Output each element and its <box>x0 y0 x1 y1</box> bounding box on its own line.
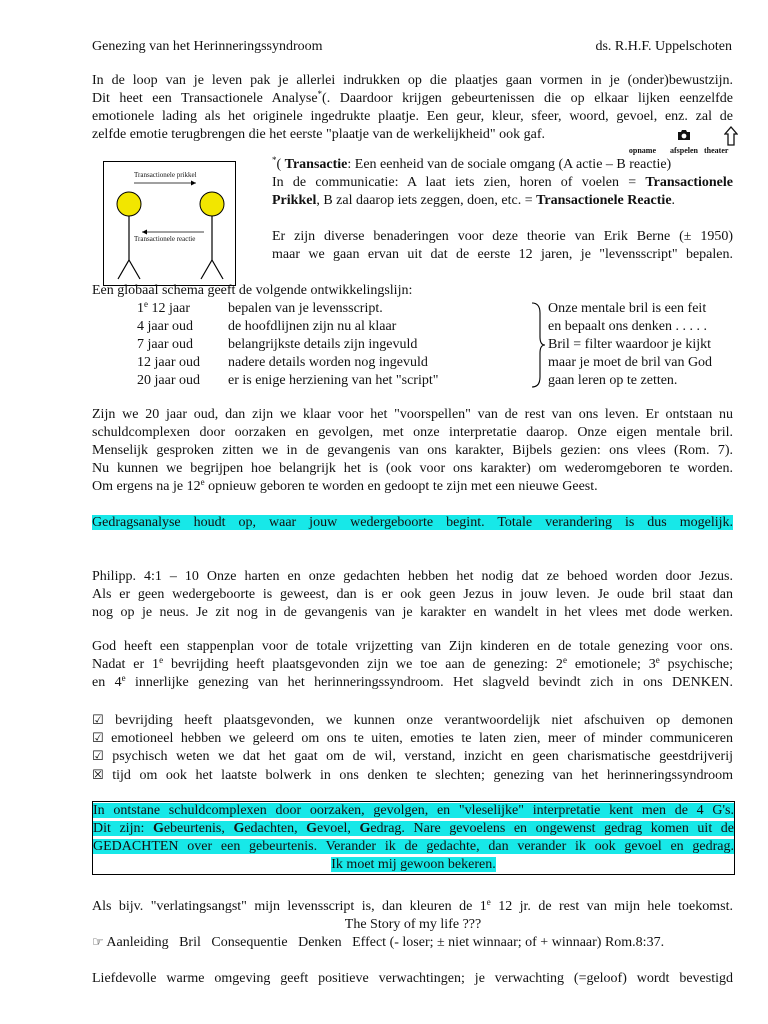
schema-age-3: 12 jaar oud <box>137 355 200 370</box>
checked-box-icon: ☑ <box>92 713 104 728</box>
intro-line-4: zelfde emotie terugbrengen die het eerste "plaatje van de werkelijkheid" ook gaf. <box>92 127 546 142</box>
para3-l2-d: psychische; <box>659 657 733 672</box>
para3-l2-b: bevrijding heeft plaatsgevonden zijn we toe aan de genezing: 2 <box>163 657 563 672</box>
para3-line-1: God heeft een stappenplan voor de totale vrijzetting van Zijn kinderen en de totale genezing voor ons. <box>92 639 733 654</box>
schema-side-3: maar je moet de bril van God <box>548 355 713 370</box>
four-g-g3: G <box>306 821 318 836</box>
para3-l3-b: innerlijke genezing van het herinneringssyndroom. Het slagveld bevindt zich in ons DENKEN. <box>125 675 733 690</box>
four-g-box <box>92 801 735 875</box>
checklist-text-2: emotioneel hebben we geleerd om ons te uiten, emoties te laten zien, meer of minder communiceren <box>111 731 733 746</box>
checklist-item-2 <box>92 730 733 748</box>
schema-intro: Een globaal schema geeft de volgende ontwikkelingslijn: <box>92 283 413 298</box>
stick-figures <box>104 162 237 287</box>
schema-side-1: en bepaalt ons denken . . . . . <box>548 319 708 334</box>
four-g-line-2 <box>93 820 734 838</box>
definition-line-1 <box>272 156 733 174</box>
icon-label-afspelen: afspelen <box>670 146 698 155</box>
definition-l3-text: , B zal daarop iets zeggen, doen, etc. = <box>316 193 537 208</box>
highlight-sentence-text: Gedragsanalyse houdt op, waar jouw wedergeboorte begint. Totale verandering is dus mogelijk. <box>92 515 733 530</box>
four-g-g1: G <box>152 821 164 836</box>
para1-line-4: Nu kunnen we begrijpen hoe belangrijk het is (ook voor ons karakter) om wederomgeboren te worden. <box>92 461 733 476</box>
checked-box-icon: ☑ <box>92 731 104 746</box>
schema-age-4: 20 jaar oud <box>137 373 200 388</box>
para2-line-3: nog op je neus. Je zit nog in de gevangenis van je karakter en wandelt in het vlees met dode werken. <box>92 605 733 620</box>
four-g-l2-i: edrag. Nare gevoelens en ongewenst gedrag komen uit de <box>370 821 734 836</box>
closing-line-1 <box>92 898 733 916</box>
icon-label-opname: opname <box>628 146 656 155</box>
para3-l2-sup2: e <box>562 656 567 665</box>
four-g-g4: G <box>359 821 371 836</box>
highlight-sentence <box>92 514 733 532</box>
schema-age-0-sup: e <box>144 299 148 309</box>
schema-text-4: er is enige herziening van het "script" <box>228 373 439 388</box>
checklist-text-4: tijd om ook het laatste bolwerk in ons denken te slechten; genezing van het herinneringssyndroom <box>112 768 733 783</box>
header-right: ds. R.H.F. Uppelschoten <box>595 39 732 54</box>
four-g-line-3 <box>93 838 734 856</box>
para1-l5-a: Om ergens na je 12 <box>92 479 201 494</box>
para1-line-2: schuldcomplexen door oorzaken en gevolgen, met onze interpretatie daarop. Onze eigen mentale bril. <box>92 425 733 440</box>
closing-line-2: The Story of my life ??? <box>344 917 482 932</box>
four-g-line-4 <box>93 856 734 874</box>
transaction-diagram <box>103 161 236 286</box>
schema-age-0-num: 1 <box>137 301 144 316</box>
para3-l2-c: emotionele; 3 <box>566 657 656 672</box>
checklist-item-3 <box>92 748 733 766</box>
para1-line-1: Zijn we 20 jaar oud, dan zijn we klaar voor het "voorspellen" van de rest van ons leven. Er ontstaan nu <box>92 407 733 422</box>
closing-l1-sup: e <box>486 898 491 907</box>
four-g-l4-text: Ik moet mij gewoon bekeren. <box>331 857 496 872</box>
definition-l2-text: In de communicatie: A laat iets zien, horen of voelen = <box>272 175 646 190</box>
crossed-box-icon: ☒ <box>92 768 104 783</box>
definition-l2-bold: Transactionele <box>645 175 733 190</box>
schema-age-2: 7 jaar oud <box>137 337 193 352</box>
schema-side-4: gaan leren op te zetten. <box>548 373 678 388</box>
closing-l3-text: Aanleiding Bril Consequentie Denken Effect (- loser; ± niet winnaar; of + winnaar) Rom.8:37. <box>106 935 665 950</box>
definition-line-2 <box>272 174 733 192</box>
schema-side-0: Onze mentale bril is een feit <box>548 301 707 316</box>
intro-line-1: In de loop van je leven pak je allerlei indrukken op die plaatjes gaan vormen in je (onder)bewustzijn. <box>92 73 733 88</box>
closing-line-4: Liefdevolle warme omgeving geeft positieve verwachtingen; je verwachting (=geloof) wordt bevestigd <box>92 971 733 986</box>
definition-l3-bold2: Transactionele Reactie <box>536 193 672 208</box>
schema-text-0: bepalen van je levensscript. <box>228 301 383 316</box>
four-g-line-1 <box>93 802 734 820</box>
checklist-item-1 <box>92 712 733 730</box>
four-g-l3-text: GEDACHTEN over een gebeurtenis. Verander ik de gedachte, dan verander ik ook gevoel en gedrag. <box>93 839 734 854</box>
checklist-text-1: bevrijding heeft plaatsgevonden, we kunnen onze verantwoordelijk niet afschuiven op demonen <box>115 713 733 728</box>
checklist-item-4 <box>92 767 733 785</box>
schema-text-1: de hoofdlijnen zijn nu al klaar <box>228 319 397 334</box>
para2-line-2: Als er geen wedergeboorte is geweest, dan is er ook geen Jezus in jouw leven. Je oude bril staat dan <box>92 587 733 602</box>
para1-line-3: Menselijk gesproken zitten we in de gevangenis van ons karakter, Bijbels gezien: ons vlees (Rom. 7). <box>92 443 733 458</box>
definition-term: Transactie <box>284 157 348 172</box>
footnote-star: * <box>317 90 323 99</box>
intro-l2-part-a: Dit heet een Transactionele Analyse <box>92 91 318 106</box>
para3-line-3 <box>92 674 733 692</box>
definition-l1-paren: ( <box>276 157 285 172</box>
schema-age-0 <box>137 300 190 318</box>
closing-l1-a: Als bijv. "verlatingsangst" mijn levensscript is, dan kleuren de 1 <box>92 899 487 914</box>
definition-l1-rest: : Een eenheid van de sociale omgang (A actie – B reactie) <box>347 157 672 172</box>
media-icons <box>612 126 738 158</box>
definition-block <box>272 156 733 264</box>
definition-l3-bold1: Prikkel <box>272 193 317 208</box>
theater-arrow-icon <box>724 126 738 146</box>
four-g-l2-c: ebeurtenis, <box>163 821 234 836</box>
checked-box-icon: ☑ <box>92 749 104 764</box>
definition-star: * <box>272 155 277 165</box>
schema-table <box>0 300 768 392</box>
closing-line-3 <box>92 934 733 952</box>
camera-icon <box>676 128 692 142</box>
intro-line-3: emotionele lading als het originele ingedrukte plaatje. Een geur, kleur, sfeer, woord, gevoel, enz. zal de <box>92 109 733 124</box>
four-g-l2-text <box>93 821 734 836</box>
diagram-label-prikkel: Transactionele prikkel <box>134 171 197 179</box>
four-g-l1-text: In ontstane schuldcomplexen door oorzaken, gevolgen, en "vleselijke" interpretatie kent men de 4 G's. <box>93 803 734 818</box>
para3-l2-sup3: e <box>655 656 660 665</box>
schema-age-0-rest: 12 jaar <box>148 301 190 316</box>
closing-l1-b: 12 jr. de rest van mijn hele toekomst. <box>490 899 733 914</box>
intro-l2-part-b: (. Daardoor krijgen gebeurtenissen die op elkaar lijken eenzelfde <box>322 91 733 106</box>
curly-brace-icon <box>530 301 546 389</box>
four-g-g2: G <box>233 821 245 836</box>
para2-line-1: Philipp. 4:1 – 10 Onze harten en onze gedachten hebben het nodig dat ze behoed worden door Jezus. <box>92 569 733 584</box>
para1-line-5 <box>92 478 733 496</box>
header-left: Genezing van het Herinneringssyndroom <box>92 39 323 54</box>
definition-line-5: maar we gaan ervan uit dat de eerste 12 jaren, je "levensscript" bepalen. <box>272 247 733 262</box>
schema-age-1: 4 jaar oud <box>137 319 193 334</box>
schema-side-2: Bril = filter waardoor je kijkt <box>548 337 712 352</box>
intro-line-2 <box>92 90 733 108</box>
para1-l5-sup: e <box>200 477 205 487</box>
para3-l2-a: Nadat er 1 <box>92 657 160 672</box>
schema-text-3: nadere details worden nog ingevuld <box>228 355 428 370</box>
definition-l3-dot: . <box>671 193 676 208</box>
para3-line-2 <box>92 656 733 674</box>
pointing-hand-icon: ☞ <box>92 935 104 950</box>
four-g-l2-a: Dit zijn: <box>93 821 153 836</box>
definition-line-3 <box>272 192 733 210</box>
para3-l3-a: en 4 <box>92 675 122 690</box>
para3-l2-sup1: e <box>159 656 164 665</box>
four-g-l2-g: evoel, <box>317 821 360 836</box>
icon-label-theater: theater <box>704 146 729 155</box>
definition-line-4: Er zijn diverse benaderingen voor deze theorie van Erik Berne (± 1950) <box>272 229 733 244</box>
four-g-l2-e: edachten, <box>244 821 307 836</box>
schema-text-2: belangrijkste details zijn ingevuld <box>228 337 418 352</box>
diagram-label-reactie: Transactionele reactie <box>134 235 196 243</box>
para1-l5-b: opnieuw geboren te worden en gedoopt te zijn met een nieuwe Geest. <box>204 479 598 494</box>
checklist-text-3: psychisch weten we dat het gaat om de wil, verstand, inzicht en geen charismatische geestdrijverij <box>112 749 733 764</box>
para3-l3-sup: e <box>121 674 126 683</box>
